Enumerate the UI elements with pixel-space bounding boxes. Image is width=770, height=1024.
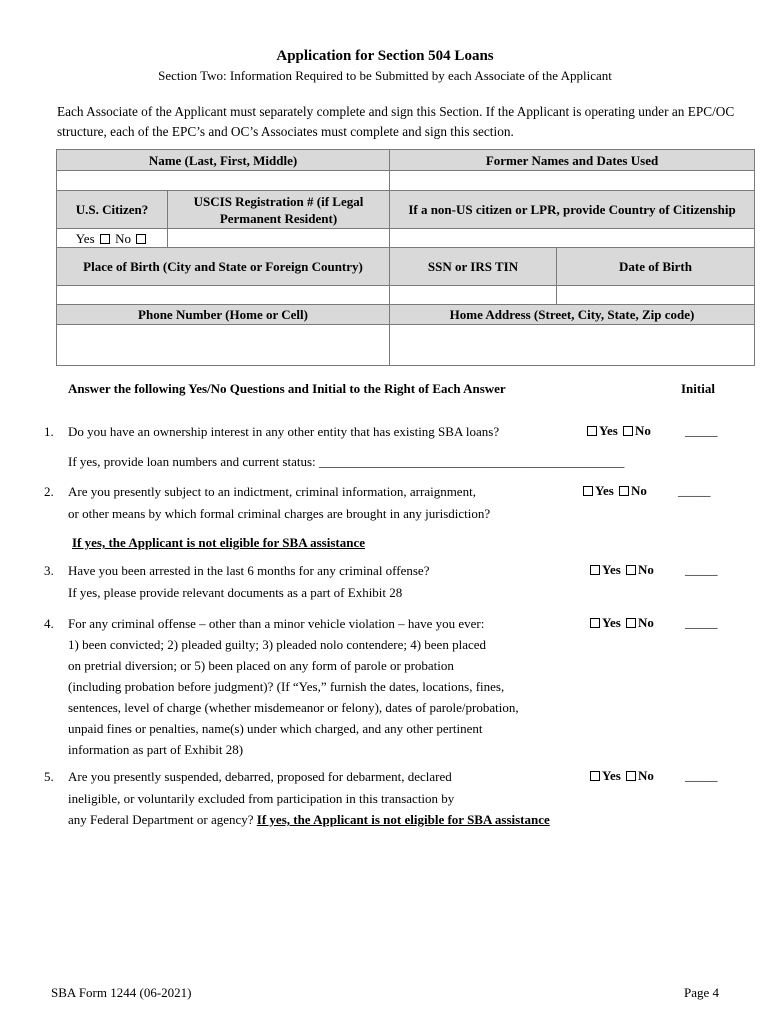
country-field[interactable] [390, 229, 755, 248]
form-identifier: SBA Form 1244 (06-2021) [51, 985, 192, 1000]
dob-header: Date of Birth [557, 248, 755, 286]
question-1-no-checkbox[interactable] [623, 426, 633, 436]
question-2-eligibility-note: If yes, the Applicant is not eligible for SBA assistance [72, 535, 366, 550]
question-4-no-checkbox[interactable] [626, 618, 636, 628]
citizen-choice [57, 229, 168, 248]
initial-header: Initial [681, 381, 715, 396]
question-5-text-line1: Are you presently suspended, debarred, proposed for debarment, declared [68, 769, 452, 784]
phone-field[interactable] [57, 325, 390, 366]
question-1-yes-checkbox[interactable] [587, 426, 597, 436]
question-2-no-checkbox[interactable] [619, 486, 629, 496]
question-1-text: Do you have an ownership interest in any other entity that has existing SBA loans? [68, 424, 500, 439]
question-4-text [68, 613, 519, 760]
dob-field[interactable] [557, 286, 755, 305]
question-1-initial[interactable]: _____ [685, 423, 718, 438]
citizen-no-checkbox[interactable] [136, 234, 146, 244]
question-5-eligibility-note: If yes, the Applicant is not eligible for SBA assistance [256, 812, 550, 827]
country-header: If a non-US citizen or LPR, provide Country of Citizenship [390, 191, 755, 229]
question-2-yes-checkbox[interactable] [583, 486, 593, 496]
question-5-number: 5. [44, 769, 54, 784]
question-4-line: 1) been convicted; 2) pleaded guilty; 3) pleaded nolo contendere; 4) been placed [68, 637, 486, 652]
citizen-no-label: No [115, 230, 132, 246]
question-5-line3-text: any Federal Department or agency? [68, 812, 254, 827]
no-label: No [631, 483, 647, 498]
former-names-header: Former Names and Dates Used [390, 150, 755, 171]
birth-place-field[interactable] [57, 286, 390, 305]
question-2-text-line2: or other means by which formal criminal charges are brought in any jurisdiction? [68, 506, 491, 521]
no-label: No [638, 768, 654, 783]
question-2-initial[interactable]: _____ [678, 483, 711, 498]
question-4-yes-checkbox[interactable] [590, 618, 600, 628]
question-5-yes-checkbox[interactable] [590, 771, 600, 781]
question-2-text-line1: Are you presently subject to an indictment, criminal information, arraignment, [68, 484, 476, 499]
ssn-header: SSN or IRS TIN [390, 248, 557, 286]
question-4-line: information as part of Exhibit 28) [68, 742, 244, 757]
question-1-followup: If yes, provide loan numbers and current status: _______________________________________________ [68, 454, 625, 469]
question-5-initial[interactable]: _____ [685, 768, 718, 783]
question-4-number: 4. [44, 616, 54, 631]
no-label: No [635, 423, 651, 438]
address-field[interactable] [390, 325, 755, 366]
no-label: No [638, 615, 654, 630]
question-1-number: 1. [44, 424, 54, 439]
yes-label: Yes [602, 562, 621, 577]
page-number: Page 4 [684, 985, 720, 1000]
question-4-initial[interactable]: _____ [685, 615, 718, 630]
question-3-no-checkbox[interactable] [626, 565, 636, 575]
question-4-line: on pretrial diversion; or 5) been placed on any form of parole or probation [68, 658, 454, 673]
question-3-answer [588, 562, 654, 578]
questions-header: Answer the following Yes/No Questions and Initial to the Right of Each Answer [68, 381, 506, 396]
birth-place-header: Place of Birth (City and State or Foreign Country) [57, 248, 390, 286]
question-4-line: sentences, level of charge (whether misdemeanor or felony), dates of parole/probation, [68, 700, 519, 715]
yes-label: Yes [595, 483, 614, 498]
question-5-no-checkbox[interactable] [626, 771, 636, 781]
question-3-number: 3. [44, 563, 54, 578]
uscis-header: USCIS Registration # (if Legal Permanent Resident) [168, 191, 390, 229]
question-4-answer [588, 615, 654, 631]
question-1-answer [585, 423, 651, 439]
associate-info-table [56, 149, 755, 366]
uscis-field[interactable] [168, 229, 390, 248]
page-subtitle: Section Two: Information Required to be Submitted by each Associate of the Applicant [158, 68, 612, 83]
no-label: No [638, 562, 654, 577]
question-3-initial[interactable]: _____ [685, 562, 718, 577]
name-header: Name (Last, First, Middle) [57, 150, 390, 171]
question-3-text-line1: Have you been arrested in the last 6 months for any criminal offense? [68, 563, 430, 578]
question-3-yes-checkbox[interactable] [590, 565, 600, 575]
page-title: Application for Section 504 Loans [276, 48, 494, 64]
question-2-number: 2. [44, 484, 54, 499]
citizen-header: U.S. Citizen? [57, 191, 168, 229]
citizen-yes-checkbox[interactable] [100, 234, 110, 244]
question-4-line: (including probation before judgment)? (If “Yes,” furnish the dates, locations, fines, [68, 679, 505, 694]
yes-label: Yes [602, 768, 621, 783]
phone-header: Phone Number (Home or Cell) [57, 305, 390, 325]
question-5-text-line2: ineligible, or voluntarily excluded from participation in this transaction by [68, 791, 455, 806]
yes-label: Yes [599, 423, 618, 438]
question-4-line: unpaid fines or penalties, name(s) under which charged, and any other pertinent [68, 721, 483, 736]
question-5-text-line3 [68, 809, 550, 830]
question-3-text-line2: If yes, please provide relevant documents as a part of Exhibit 28 [68, 585, 403, 600]
ssn-field[interactable] [390, 286, 557, 305]
citizen-yes-label: Yes [75, 230, 95, 246]
question-4-line: For any criminal offense – other than a minor vehicle violation – have you ever: [68, 616, 485, 631]
former-names-field[interactable] [390, 171, 755, 191]
address-header: Home Address (Street, City, State, Zip code) [390, 305, 755, 325]
yes-label: Yes [602, 615, 621, 630]
intro-text: Each Associate of the Applicant must separately complete and sign this Section. If the Applicant is operating under an EPC/OC structure, each of the EPC’s and OC’s Associates must complete and sign this section. [57, 104, 735, 139]
question-2-answer [581, 483, 647, 499]
name-field[interactable] [57, 171, 390, 191]
question-5-answer [588, 768, 654, 784]
